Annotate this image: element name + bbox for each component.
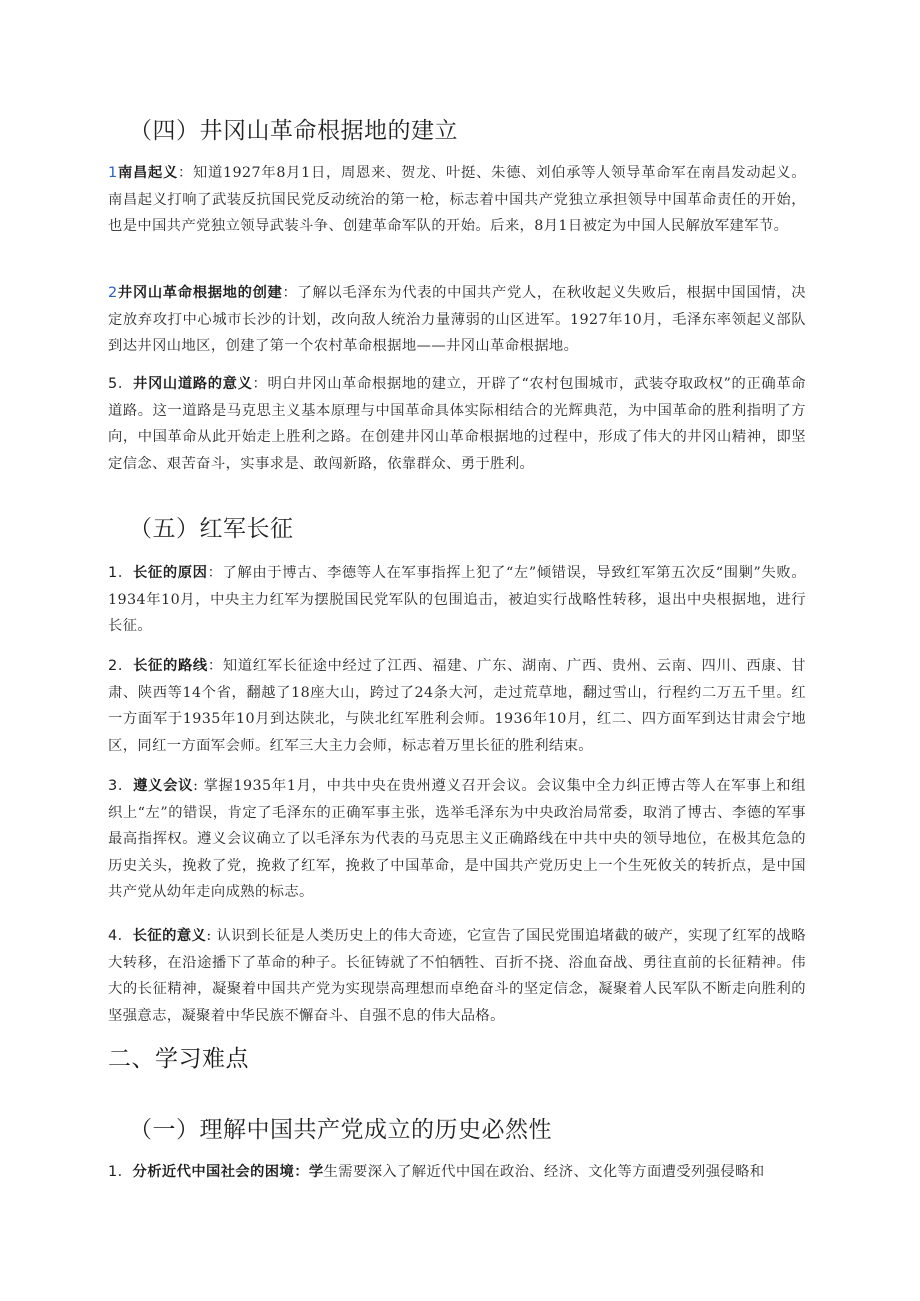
item-lead: 井冈山道路的意义 (133, 376, 253, 392)
item-number: 3． (108, 778, 134, 794)
item-number: 2 (108, 285, 118, 301)
item-lead: 长征的路线 (133, 658, 208, 674)
item-sep: ： (207, 565, 223, 581)
item-lead: 分析近代中国社会的困境： (132, 1164, 309, 1180)
part2-sub1-heading: （一）理解中国共产党成立的历史必然性 (129, 1117, 552, 1143)
item-lead: 井冈山革命根据地的创建 (117, 285, 283, 301)
item-sep: : (193, 778, 204, 794)
part2-heading: 二、学习难点 (108, 1046, 249, 1072)
item-lead: 长征的原因 (132, 565, 208, 581)
section5-heading: （五）红军长征 (129, 516, 294, 542)
item-number: 4． (108, 928, 133, 944)
section5-item-1 (108, 560, 806, 640)
item-number: 2． (108, 658, 134, 674)
item-lead: 遵义会议 (133, 778, 194, 794)
item-number: 5． (108, 376, 134, 392)
item-sep: ： (207, 658, 223, 674)
item-sep: ： (282, 285, 298, 301)
item-body: 了解以毛泽东为代表的中国共产党人，在秋收起义失败后，根据中国国情，决定放弃攻打中心城市长沙的计划，改向敌人统治力量薄弱的山区进军。1927年10月，毛泽东率领起义部队到达井冈山地区，创建了第一个农村革命根据地——井冈山革命根据地。 (108, 285, 806, 354)
section5-item-4 (108, 923, 806, 1029)
item-body: 生需要深入了解近代中国在政治、经济、文化等方面遭受列强侵略和 (323, 1164, 765, 1180)
item-sep: ： (252, 376, 268, 392)
item-lead-2: 学 (308, 1164, 324, 1180)
item-sep: : (206, 928, 217, 944)
section4-item-1 (108, 160, 806, 240)
item-body: 了解由于博古、李德等人在军事指挥上犯了“左”倾错误，导致红军第五次反“围剿”失败。1934年10月，中央主力红军为摆脱国民党军队的包围追击，被迫实行战略性转移，退出中央根据地，进行长征。 (108, 565, 807, 634)
item-lead: 长征的意义 (132, 928, 207, 944)
section4-item-2 (108, 280, 806, 360)
section5-item-3 (108, 773, 806, 906)
item-sep: ： (178, 165, 194, 181)
section5-item-2 (108, 653, 806, 759)
section4-heading: （四）井冈山革命根据地的建立 (129, 118, 458, 144)
item-body: 知道红军长征途中经过了江西、福建、广东、湖南、广西、贵州、云南、四川、西康、甘肃、陕西等14个省，翻越了18座大山，跨过了24条大河，走过荒草地，翻过雪山，行程约二万五千里。红一方面军于1935年10月到达陕北，与陕北红军胜利会师。1936年10月，红二、四方面军到达甘肃会宁地区，同红一方面军会师。红军三大主力会师，标志着万里长征的胜利结束。 (108, 658, 807, 754)
item-number: 1 (108, 165, 118, 181)
item-body: 掌握1935年1月，中共中央在贵州遵义召开会议。会议集中全力纠正博古等人在军事上和组织上“左”的错误，肯定了毛泽东的正确军事主张，选举毛泽东为中央政治局常委，取消了博古、李德的军事最高指挥权。遵义会议确立了以毛泽东为代表的马克思主义正确路线在中共中央的领导地位，在极其危急的历史关头，挽救了党，挽救了红军，挽救了中国革命，是中国共产党历史上一个生死攸关的转折点，是中国共产党从幼年走向成熟的标志。 (108, 778, 806, 900)
item-number: 1． (108, 565, 133, 581)
item-lead: 南昌起义 (117, 165, 178, 181)
item-body: 认识到长征是人类历史上的伟大奇迹，它宣告了国民党围追堵截的破产，实现了红军的战略大转移，在沿途播下了革命的种子。长征铸就了不怕牺牲、百折不挠、浴血奋战、勇往直前的长征精神。伟大的长征精神，凝聚着中国共产党为实现崇高理想而卓绝奋斗的坚定信念，凝聚着人民军队不断走向胜利的坚强意志，凝聚着中华民族不懈奋斗、自强不息的伟大品格。 (108, 928, 806, 1024)
section4-item-5 (108, 371, 806, 477)
part2-sub1-item-1 (108, 1159, 806, 1186)
item-body: 知道1927年8月1日，周恩来、贺龙、叶挺、朱德、刘伯承等人领导革命军在南昌发动起义。南昌起义打响了武装反抗国民党反动统治的第一枪，标志着中国共产党独立承担领导中国革命责任的开始，也是中国共产党独立领导武装斗争、创建革命军队的开始。后来，8月1日被定为中国人民解放军建军节。 (108, 165, 806, 234)
item-body: 明白井冈山革命根据地的建立，开辟了“农村包围城市，武装夺取政权”的正确革命道路。这一道路是马克思主义基本原理与中国革命具体实际相结合的光辉典范，为中国革命的胜利指明了方向，中国革命从此开始走上胜利之路。在创建井冈山革命根据地的过程中，形成了伟大的井冈山精神，即坚定信念、艰苦奋斗，实事求是、敢闯新路，依靠群众、勇于胜利。 (108, 376, 807, 472)
item-number: 1． (108, 1164, 133, 1180)
